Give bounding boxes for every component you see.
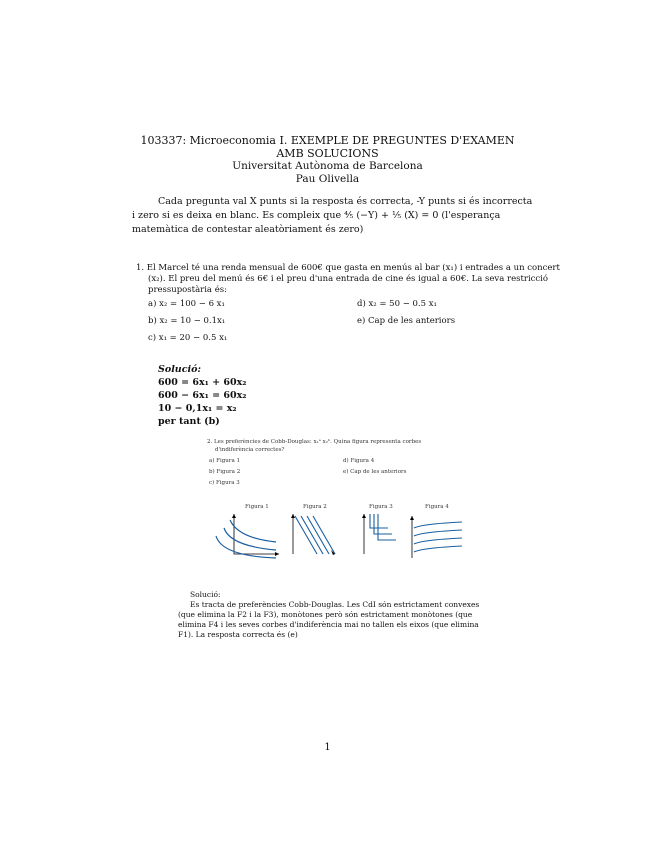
- q2-line2: d'indiferència correctes?: [215, 447, 285, 453]
- institution: Universitat Autònoma de Barcelona: [232, 160, 423, 172]
- solution1-line1: 600 = 6x₁ + 60x₂: [158, 377, 247, 388]
- solution1-line3: 10 − 0,1x₁ = x₂: [158, 403, 237, 414]
- q2-option-a: a) Figura 1: [209, 458, 240, 464]
- figure4-label: Figura 4: [425, 504, 449, 510]
- intro-line1: Cada pregunta val X punts si la resposta és correcta, -Y punts si és incorrecta: [158, 196, 533, 207]
- q1-line2: (x₂). El preu del menú és 6€ i el preu d'una entrada de cine és igual a 60€. La seva restricció: [148, 274, 549, 284]
- q1-line3: pressupostària és:: [148, 285, 227, 295]
- intro-line3: matemàtica de contestar aleatòriament és zero): [132, 224, 364, 235]
- solution2-line1: Es tracta de preferències Cobb-Douglas. Les CdI són estrictament convexes: [190, 600, 480, 609]
- figure1-label: Figura 1: [245, 504, 269, 510]
- q2-option-e: e) Cap de les anteriors: [343, 469, 407, 475]
- q1-option-a: a) x₂ = 100 − 6 x₁: [148, 299, 225, 309]
- page-number: 1: [324, 742, 331, 753]
- doc-title-line2: AMB SOLUCIONS: [276, 147, 379, 160]
- q2-option-c: c) Figura 3: [209, 480, 240, 486]
- intro-line2: i zero si es deixa en blanc. Es compleix que ⅘ (−Y) + ⅕ (X) = 0 (l'esperança: [132, 210, 501, 221]
- q2-line1: 2. Les preferències de Cobb-Douglas: x₁ᵃ x₂ᵇ. Quina figura representa corbes: [207, 439, 422, 445]
- q1-line1: 1. El Marcel té una renda mensual de 600€ que gasta en menús al bar (x₁) i entrades a un concert: [136, 263, 560, 273]
- figure2-label: Figura 2: [303, 504, 327, 510]
- figure3-graph: [350, 508, 406, 562]
- solution2-label: Solució:: [190, 590, 221, 599]
- solution1-label: Solució:: [158, 364, 201, 375]
- figure2-graph: [287, 508, 343, 562]
- solution2-line3: elimina F4 i les seves corbes d'indiferència mai no tallen els eixos (que elimina: [178, 620, 479, 629]
- q2-option-b: b) Figura 2: [209, 469, 241, 475]
- figure3-label: Figura 3: [369, 504, 393, 510]
- doc-title-line1: 103337: Microeconomia I. EXEMPLE DE PREGUNTES D'EXAMEN: [140, 134, 515, 147]
- solution1-line2: 600 − 6x₁ = 60x₂: [158, 390, 247, 401]
- figure4-graph: [408, 508, 468, 562]
- q1-option-d: d) x₂ = 50 − 0.5 x₁: [357, 299, 437, 309]
- solution2-line4: F1). La resposta correcta és (e): [178, 630, 298, 639]
- q2-option-d: d) Figura 4: [343, 458, 375, 464]
- figure1-graph: [214, 508, 284, 562]
- q1-option-e: e) Cap de les anteriors: [357, 316, 456, 326]
- author: Pau Olivella: [295, 173, 360, 185]
- solution1-line4: per tant (b): [158, 416, 220, 427]
- q1-option-b: b) x₂ = 10 − 0.1x₁: [148, 316, 226, 326]
- solution2-line2: (que elimina la F2 i la F3), monòtones però són estrictament monòtones (que: [178, 610, 473, 619]
- q1-option-c: c) x₁ = 20 − 0.5 x₁: [148, 333, 228, 343]
